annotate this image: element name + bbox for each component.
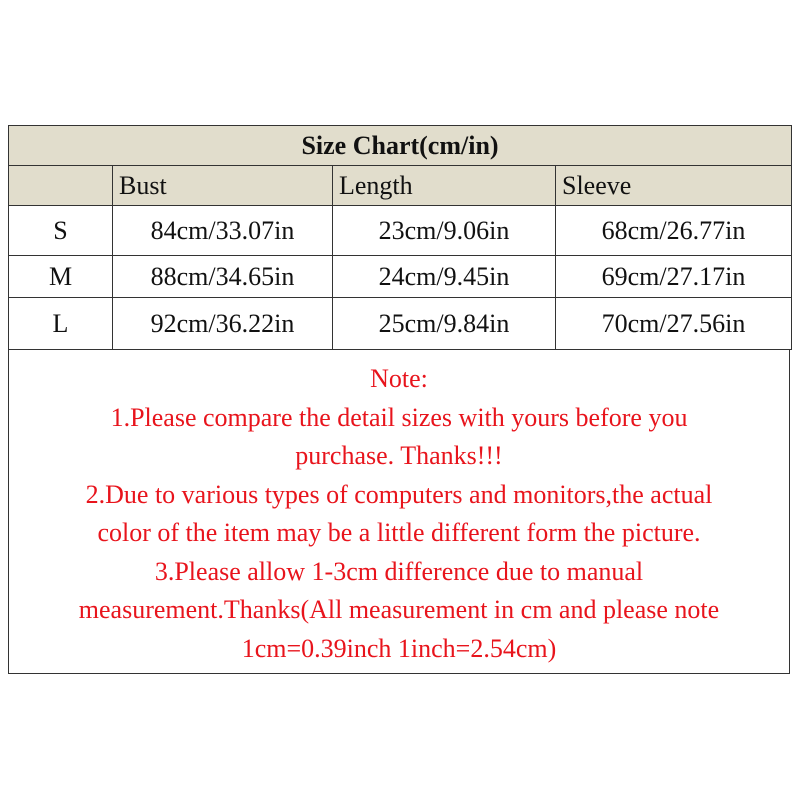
sleeve-cell: 69cm/27.17in [556,256,792,298]
table-row [9,256,792,298]
header-blank [9,166,113,206]
size-cell: S [9,206,113,256]
note-line: 3.Please allow 1-3cm difference due to manual [154,556,644,586]
table-title: Size Chart(cm/in) [9,126,792,166]
length-cell: 25cm/9.84in [333,298,556,350]
bust-cell: 92cm/36.22in [113,298,333,350]
bust-cell: 84cm/33.07in [113,206,333,256]
note-line: purchase. Thanks!!! [295,441,503,470]
size-cell: M [9,256,113,298]
note-line: measurement.Thanks(All measurement in cm and please note [78,595,720,624]
note-box [8,349,790,674]
sleeve-cell: 68cm/26.77in [556,206,792,256]
table-row [9,298,792,350]
note-line: 2.Due to various types of computers and monitors,the actual [85,479,713,509]
header-sleeve: Sleeve [556,166,792,206]
note-heading: Note: [370,364,428,393]
header-length: Length [333,166,556,206]
bust-cell: 88cm/34.65in [113,256,333,298]
length-cell: 24cm/9.45in [333,256,556,298]
sleeve-cell: 70cm/27.56in [556,298,792,350]
length-cell: 23cm/9.06in [333,206,556,256]
note-line: color of the item may be a little different form the picture. [97,518,701,547]
size-chart-table [8,125,792,350]
size-cell: L [9,298,113,350]
note-line: 1cm=0.39inch 1inch=2.54cm) [241,633,557,663]
header-bust: Bust [113,166,333,206]
note-line: 1.Please compare the detail sizes with yours before you [110,402,688,432]
table-row [9,206,792,256]
